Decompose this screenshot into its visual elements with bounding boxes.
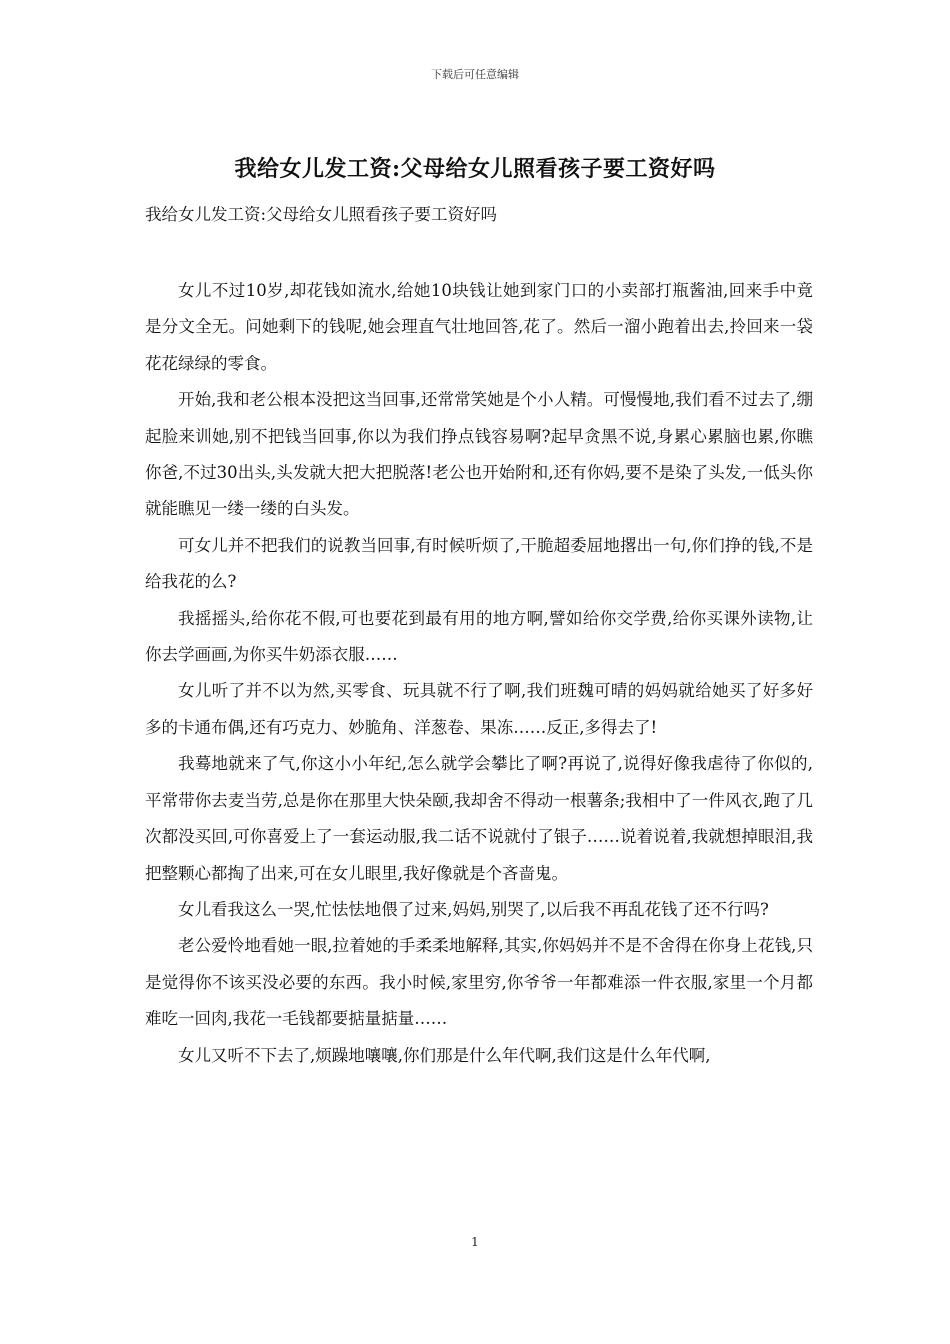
paragraph: 我蓦地就来了气,你这小小年纪,怎么就学会攀比了啊?再说了,说得好像我虐待了你似的,平常带你去麦当劳,总是你在那里大快朵颐,我却舍不得动一根薯条;我相中了一件风衣,跑了几次都没买回,可你喜爱上了一套运动服,我二话不说就付了银子……说着说着,我就想掉眼泪,我把整颗心都掏了出来,可在女儿眼里,我好像就是个吝啬鬼。: [145, 754, 813, 883]
article-body: [145, 273, 813, 1074]
page-number: 1: [471, 1235, 479, 1249]
paragraph: 女儿又听不下去了,烦躁地嚷嚷,你们那是什么年代啊,我们这是什么年代啊,: [178, 1045, 711, 1065]
paragraph: 女儿看我这么一哭,忙怯怯地偎了过来,妈妈,别哭了,以后我不再乱花钱了还不行吗?: [178, 899, 769, 919]
paragraph: 女儿不过10岁,却花钱如流水,给她10块钱让她到家门口的小卖部打瓶酱油,回来手中竟是分文全无。问她剩下的钱呢,她会理直气壮地回答,花了。然后一溜小跑着出去,拎回来一袋花花绿绿的零食。: [145, 281, 813, 373]
paragraph: 开始,我和老公根本没把这当回事,还常常笑她是个小人精。可慢慢地,我们看不过去了,绷起脸来训她,别不把钱当回事,你以为我们挣点钱容易啊?起早贪黑不说,身累心累脑也累,你瞧你爸,不过30出头,头发就大把大把脱落!老公也开始附和,还有你妈,要不是染了头发,一低头你就能瞧见一缕一缕的白头发。: [145, 390, 813, 519]
document-title: 我给女儿发工资:父母给女儿照看孩子要工资好吗: [234, 156, 716, 182]
paragraph: 我摇摇头,给你花不假,可也要花到最有用的地方啊,譬如给你交学费,给你买课外读物,让你去学画画,为你买牛奶添衣服……: [145, 608, 813, 665]
paragraph: 可女儿并不把我们的说教当回事,有时候听烦了,干脆超委屈地撂出一句,你们挣的钱,不是给我花的么?: [145, 535, 813, 592]
paragraph: 女儿听了并不以为然,买零食、玩具就不行了啊,我们班魏可晴的妈妈就给她买了好多好多的卡通布偶,还有巧克力、妙脆角、洋葱卷、果冻……反正,多得去了!: [145, 681, 813, 737]
page-header: 下载后可任意编辑: [431, 68, 519, 81]
paragraph: 老公爱怜地看她一眼,拉着她的手柔柔地解释,其实,你妈妈并不是不舍得在你身上花钱,只是觉得你不该买没必要的东西。我小时候,家里穷,你爷爷一年都难添一件衣服,家里一个月都难吃一回肉,我花一毛钱都要掂量掂量……: [145, 936, 813, 1029]
document-subtitle: 我给女儿发工资:父母给女儿照看孩子要工资好吗: [145, 205, 498, 224]
